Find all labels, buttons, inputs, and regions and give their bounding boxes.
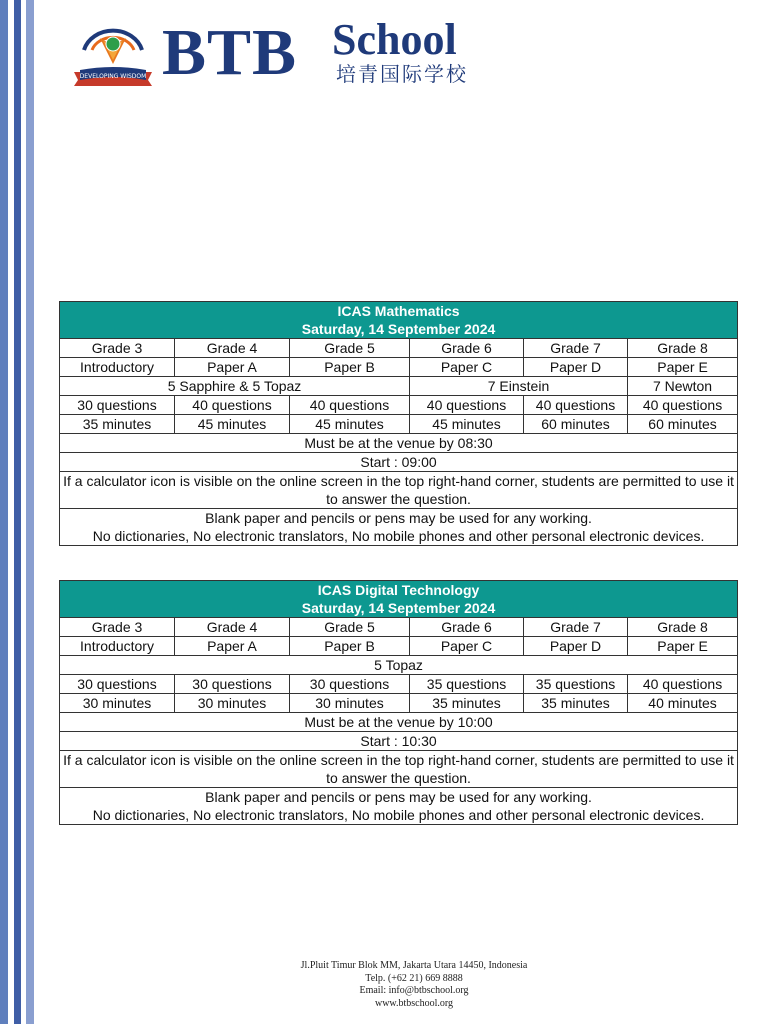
grade-cell: Grade 3 <box>60 339 175 358</box>
questions-cell: 40 questions <box>524 396 628 415</box>
minutes-row <box>60 694 738 713</box>
minutes-cell: 35 minutes <box>60 415 175 434</box>
left-border-stripe <box>14 0 21 1024</box>
questions-cell: 35 questions <box>410 675 524 694</box>
paper-cell: Paper E <box>628 637 738 656</box>
start-time: Start : 10:30 <box>60 732 738 751</box>
questions-cell: 30 questions <box>60 675 175 694</box>
minutes-cell: 45 minutes <box>410 415 524 434</box>
level-cell: 7 Newton <box>628 377 738 396</box>
minutes-cell: 40 minutes <box>628 694 738 713</box>
paper-cell: Paper C <box>410 637 524 656</box>
school-logo <box>70 15 500 90</box>
questions-cell: 40 questions <box>628 675 738 694</box>
minutes-cell: 30 minutes <box>290 694 410 713</box>
minutes-cell: 45 minutes <box>175 415 290 434</box>
exam-date: Saturday, 14 September 2024 <box>301 600 496 616</box>
paper-cell: Paper A <box>175 358 290 377</box>
questions-row <box>60 396 738 415</box>
grade-cell: Grade 3 <box>60 618 175 637</box>
grade-cell: Grade 6 <box>410 339 524 358</box>
minutes-cell: 60 minutes <box>524 415 628 434</box>
paper-cell: Paper A <box>175 637 290 656</box>
grade-cell: Grade 7 <box>524 618 628 637</box>
grade-cell: Grade 6 <box>410 618 524 637</box>
table-header <box>60 581 738 618</box>
btb-emblem-icon <box>70 20 156 88</box>
questions-cell: 40 questions <box>290 396 410 415</box>
paper-cell: Paper E <box>628 358 738 377</box>
rules-line: No dictionaries, No electronic translators, No mobile phones and other personal electronic devices. <box>92 528 705 544</box>
grade-cell: Grade 8 <box>628 339 738 358</box>
icas-digital-technology-table <box>59 580 738 825</box>
minutes-cell: 30 minutes <box>60 694 175 713</box>
questions-cell: 30 questions <box>290 675 410 694</box>
questions-cell: 40 questions <box>175 396 290 415</box>
levels-row <box>60 656 738 675</box>
footer-email: Email: info@btbschool.org <box>359 985 469 996</box>
grade-cell: Grade 8 <box>628 618 738 637</box>
grades-row <box>60 618 738 637</box>
grade-cell: Grade 5 <box>290 618 410 637</box>
venue-time: Must be at the venue by 08:30 <box>60 434 738 453</box>
paper-cell: Paper B <box>290 358 410 377</box>
page-footer <box>0 960 768 1010</box>
questions-cell: 30 questions <box>60 396 175 415</box>
calculator-note: If a calculator icon is visible on the online screen in the top right-hand corner, students are permitted to use it to answer the question. <box>60 472 738 509</box>
left-border-stripe <box>0 0 8 1024</box>
brand-school: School <box>332 15 457 64</box>
grades-row <box>60 339 738 358</box>
minutes-cell: 30 minutes <box>175 694 290 713</box>
brand-chinese-name: 培青国际学校 <box>336 62 468 86</box>
questions-cell: 40 questions <box>628 396 738 415</box>
paper-cell: Paper C <box>410 358 524 377</box>
minutes-cell: 35 minutes <box>410 694 524 713</box>
grade-cell: Grade 4 <box>175 339 290 358</box>
start-time: Start : 09:00 <box>60 453 738 472</box>
exam-date: Saturday, 14 September 2024 <box>301 321 496 337</box>
questions-cell: 30 questions <box>175 675 290 694</box>
footer-website: www.btbschool.org <box>374 997 454 1009</box>
level-cell: 5 Sapphire & 5 Topaz <box>60 377 410 396</box>
minutes-cell: 35 minutes <box>524 694 628 713</box>
exam-rules <box>60 509 738 546</box>
questions-row <box>60 675 738 694</box>
exam-title: ICAS Mathematics <box>337 303 460 319</box>
paper-cell: Paper B <box>290 637 410 656</box>
papers-row <box>60 637 738 656</box>
grade-cell: Grade 5 <box>290 339 410 358</box>
level-cell: 5 Topaz <box>60 656 738 675</box>
grade-cell: Grade 7 <box>524 339 628 358</box>
exam-rules <box>60 788 738 825</box>
footer-phone: Telp. (+62 21) 669 8888 <box>365 972 463 984</box>
papers-row <box>60 358 738 377</box>
venue-time: Must be at the venue by 10:00 <box>60 713 738 732</box>
rules-line: Blank paper and pencils or pens may be used for any working. <box>205 789 592 805</box>
left-border-stripe <box>26 0 34 1024</box>
calculator-note: If a calculator icon is visible on the online screen in the top right-hand corner, students are permitted to use it to answer the question. <box>60 751 738 788</box>
brand-name: BTB <box>162 16 298 89</box>
icas-mathematics-table <box>59 301 738 546</box>
table-header <box>60 302 738 339</box>
rules-line: No dictionaries, No electronic translators, No mobile phones and other personal electronic devices. <box>92 807 705 823</box>
minutes-cell: 60 minutes <box>628 415 738 434</box>
paper-cell: Paper D <box>524 358 628 377</box>
level-cell: 7 Einstein <box>410 377 628 396</box>
questions-cell: 40 questions <box>410 396 524 415</box>
grade-cell: Grade 4 <box>175 618 290 637</box>
paper-cell: Paper D <box>524 637 628 656</box>
exam-title: ICAS Digital Technology <box>317 582 480 598</box>
paper-cell: Introductory <box>60 637 175 656</box>
footer-address: Jl.Pluit Timur Blok MM, Jakarta Utara 14450, Indonesia <box>300 960 528 971</box>
minutes-row <box>60 415 738 434</box>
svg-text:DEVELOPING WISDOM: DEVELOPING WISDOM <box>79 73 147 80</box>
levels-row <box>60 377 738 396</box>
paper-cell: Introductory <box>60 358 175 377</box>
rules-line: Blank paper and pencils or pens may be used for any working. <box>205 510 592 526</box>
questions-cell: 35 questions <box>524 675 628 694</box>
minutes-cell: 45 minutes <box>290 415 410 434</box>
